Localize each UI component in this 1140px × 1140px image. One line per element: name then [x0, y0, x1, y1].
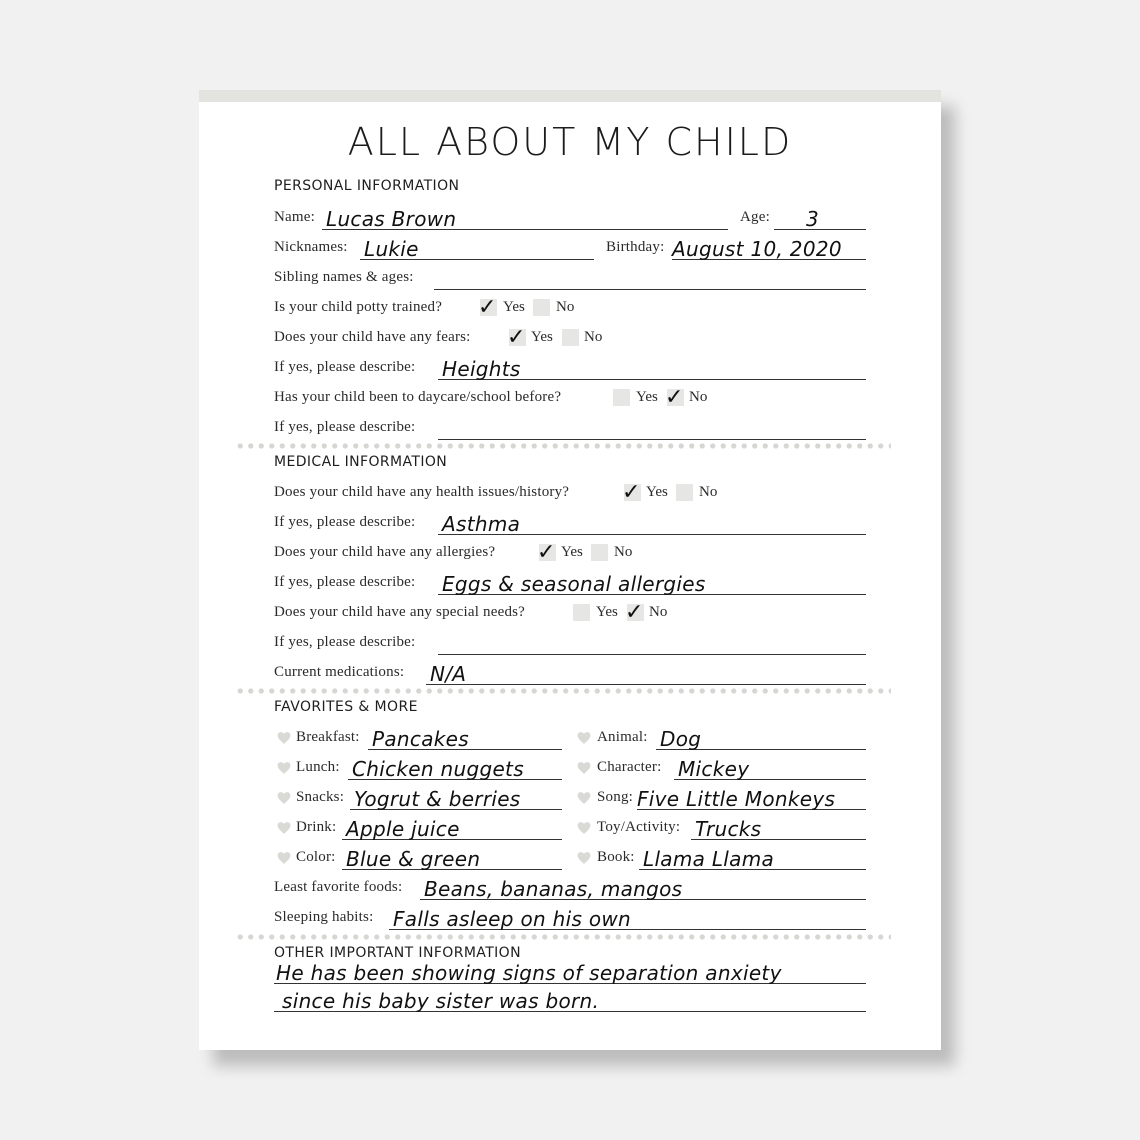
animal-label: Animal: [597, 729, 648, 745]
lunch-field[interactable]: Chicken nuggets [348, 755, 562, 780]
special-needs-describe-label: If yes, please describe: [274, 634, 416, 650]
heart-icon [277, 731, 291, 745]
birthday-field[interactable]: August 10, 2020 [672, 235, 866, 260]
daycare-describe-field[interactable] [438, 415, 866, 440]
song-label: Song: [597, 789, 634, 805]
health-yes-label: Yes [646, 484, 668, 500]
age-field[interactable]: 3 [774, 205, 866, 230]
color-field[interactable]: Blue & green [342, 845, 562, 870]
fears-no-label: No [584, 329, 603, 345]
least-favorite-label: Least favorite foods: [274, 879, 403, 895]
potty-yes-label: Yes [503, 299, 525, 315]
other-info-line-1[interactable]: He has been showing signs of separation anxiety [274, 959, 866, 984]
fears-describe-field[interactable]: Heights [438, 355, 866, 380]
book-row [575, 840, 875, 870]
daycare-describe-label: If yes, please describe: [274, 419, 416, 435]
daycare-yes-checkbox[interactable] [613, 389, 630, 406]
nickname-field[interactable]: Lukie [360, 235, 594, 260]
snacks-label: Snacks: [296, 789, 345, 805]
fears-describe-row [274, 350, 874, 380]
heart-icon [577, 731, 591, 745]
health-no-checkbox[interactable] [676, 484, 693, 501]
medications-row [274, 655, 874, 685]
breakfast-row [274, 720, 569, 750]
birthday-label: Birthday: [606, 239, 665, 255]
character-row [575, 750, 875, 780]
potty-no-label: No [556, 299, 575, 315]
allergy-label: Does your child have any allergies? [274, 544, 496, 560]
check-mark-icon: ✓ [478, 295, 497, 320]
character-field[interactable]: Mickey [674, 755, 866, 780]
name-row [274, 200, 874, 230]
nickname-label: Nicknames: [274, 239, 348, 255]
special-needs-label: Does your child have any special needs? [274, 604, 526, 620]
form-sheet [199, 90, 941, 1050]
daycare-describe-row [274, 410, 874, 440]
song-field[interactable]: Five Little Monkeys [637, 785, 866, 810]
health-row [274, 475, 874, 505]
potty-row [274, 290, 874, 320]
top-band [199, 90, 941, 102]
daycare-no-label: No [689, 389, 708, 405]
fears-row [274, 320, 874, 350]
potty-label: Is your child potty trained? [274, 299, 443, 315]
book-label: Book: [597, 849, 635, 865]
dotted-divider [235, 688, 891, 694]
allergy-yes-label: Yes [561, 544, 583, 560]
color-row [274, 840, 569, 870]
special-needs-row [274, 595, 874, 625]
drink-field[interactable]: Apple juice [342, 815, 562, 840]
toy-label: Toy/Activity: [597, 819, 681, 835]
least-favorite-row [274, 870, 874, 900]
fears-no-checkbox[interactable] [562, 329, 579, 346]
heart-icon [577, 821, 591, 835]
daycare-label: Has your child been to daycare/school before? [274, 389, 562, 405]
heart-icon [577, 761, 591, 775]
medications-label: Current medications: [274, 664, 405, 680]
allergy-row [274, 535, 874, 565]
sleeping-field[interactable]: Falls asleep on his own [389, 905, 866, 930]
animal-field[interactable]: Dog [656, 725, 866, 750]
character-label: Character: [597, 759, 662, 775]
allergy-describe-label: If yes, please describe: [274, 574, 416, 590]
drink-row [274, 810, 569, 840]
snacks-field[interactable]: Yogrut & berries [350, 785, 562, 810]
heart-icon [277, 761, 291, 775]
special-needs-no-label: No [649, 604, 668, 620]
toy-field[interactable]: Trucks [691, 815, 866, 840]
check-mark-icon: ✓ [507, 325, 526, 350]
song-row [575, 780, 875, 810]
allergy-no-label: No [614, 544, 633, 560]
drink-label: Drink: [296, 819, 337, 835]
health-label: Does your child have any health issues/history? [274, 484, 570, 500]
heart-icon [577, 851, 591, 865]
daycare-row [274, 380, 874, 410]
health-describe-field[interactable]: Asthma [438, 510, 866, 535]
breakfast-label: Breakfast: [296, 729, 360, 745]
book-field[interactable]: Llama Llama [639, 845, 866, 870]
allergy-no-checkbox[interactable] [591, 544, 608, 561]
sleeping-row [274, 900, 874, 930]
section-heading-medical: MEDICAL INFORMATION [274, 454, 448, 470]
lunch-row [274, 750, 569, 780]
heart-icon [577, 791, 591, 805]
page-title: ALL ABOUT MY CHILD [347, 120, 793, 164]
name-field[interactable]: Lucas Brown [322, 205, 728, 230]
fears-describe-label: If yes, please describe: [274, 359, 416, 375]
special-needs-describe-field[interactable] [438, 630, 866, 655]
fears-yes-label: Yes [531, 329, 553, 345]
toy-row [575, 810, 875, 840]
siblings-row [274, 260, 874, 290]
health-describe-row [274, 505, 874, 535]
heart-icon [277, 791, 291, 805]
section-heading-favorites: FAVORITES & MORE [274, 699, 418, 715]
check-mark-icon: ✓ [625, 600, 644, 625]
sleeping-label: Sleeping habits: [274, 909, 374, 925]
breakfast-field[interactable]: Pancakes [368, 725, 562, 750]
other-info-line-2[interactable]: since his baby sister was born. [274, 987, 866, 1012]
siblings-field[interactable] [434, 265, 866, 290]
siblings-label: Sibling names & ages: [274, 269, 414, 285]
dotted-divider [235, 443, 891, 449]
health-describe-label: If yes, please describe: [274, 514, 416, 530]
nickname-row [274, 230, 874, 260]
dotted-divider [235, 934, 891, 940]
check-mark-icon: ✓ [537, 540, 556, 565]
fears-label: Does your child have any fears: [274, 329, 471, 345]
age-label: Age: [740, 209, 770, 225]
name-label: Name: [274, 209, 315, 225]
allergy-describe-field[interactable]: Eggs & seasonal allergies [438, 570, 866, 595]
section-heading-personal: PERSONAL INFORMATION [274, 178, 460, 194]
medications-field[interactable]: N/A [426, 660, 866, 685]
daycare-yes-label: Yes [636, 389, 658, 405]
heart-icon [277, 851, 291, 865]
potty-no-checkbox[interactable] [533, 299, 550, 316]
animal-row [575, 720, 875, 750]
color-label: Color: [296, 849, 336, 865]
health-no-label: No [699, 484, 718, 500]
allergy-describe-row [274, 565, 874, 595]
snacks-row [274, 780, 569, 810]
least-favorite-field[interactable]: Beans, bananas, mangos [420, 875, 866, 900]
check-mark-icon: ✓ [665, 385, 684, 410]
check-mark-icon: ✓ [622, 480, 641, 505]
special-needs-yes-checkbox[interactable] [573, 604, 590, 621]
special-needs-yes-label: Yes [596, 604, 618, 620]
lunch-label: Lunch: [296, 759, 340, 775]
special-needs-describe-row [274, 625, 874, 655]
heart-icon [277, 821, 291, 835]
section-heading-other: OTHER IMPORTANT INFORMATION [274, 945, 521, 961]
